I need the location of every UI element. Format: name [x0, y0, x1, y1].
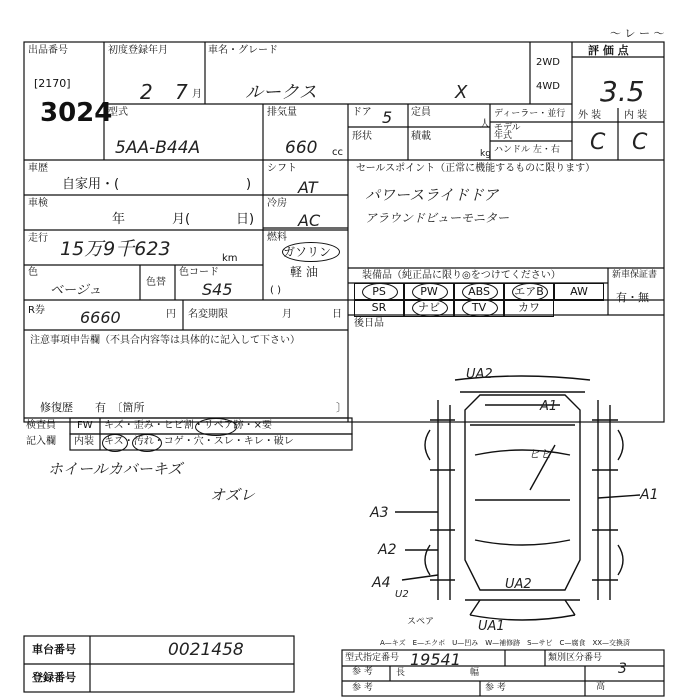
rating-label: 評 価 点	[588, 44, 629, 57]
mark-a1-right: A1	[640, 487, 659, 503]
warranty-label: 新車保証書	[612, 270, 658, 280]
recycle-unit: 円	[166, 309, 176, 320]
fuel-label: 燃料	[267, 232, 287, 243]
reg-year: 2	[140, 80, 153, 104]
height-label: 高	[596, 682, 606, 692]
rating-interior-label: 内 装	[624, 110, 648, 121]
rating-exterior-label: 外 装	[578, 110, 602, 121]
dealer-type: ディーラー・並行	[494, 109, 566, 119]
equip-blank	[554, 299, 604, 301]
recycle-value: 6660	[80, 308, 121, 327]
model-grade: X	[455, 82, 468, 103]
drive-4wd: 4WD	[536, 81, 560, 92]
sales-label: セールスポイント（正常に機能するものに限ります）	[356, 163, 596, 174]
model-label: 車名・グレード	[208, 45, 278, 56]
mark-ua1: UA1	[478, 619, 505, 634]
mark-a3: A3	[370, 505, 389, 521]
type-value: 5AA-B44A	[115, 138, 201, 158]
handwriting-line2: オズレ	[210, 486, 255, 504]
unit-ref: 参 考	[485, 683, 506, 693]
fuel-light-oil: 軽 油	[290, 265, 318, 279]
mileage-value: 15万9千623	[60, 238, 171, 260]
equip-sr: SR	[354, 299, 404, 317]
mark-ua2-top: UA2	[466, 367, 493, 382]
equip-abs: ABS	[454, 283, 504, 301]
color-label: 色	[28, 267, 38, 278]
handle-side: ハンドル 左・右	[494, 145, 560, 155]
reg-label: 初度登録年月	[108, 45, 168, 56]
rating-score: 3.5	[600, 75, 645, 108]
chassis-value: 0021458	[168, 640, 244, 660]
color-num-label: 色替	[146, 277, 166, 288]
drive-2wd: 2WD	[536, 57, 560, 68]
equip-pw: PW	[404, 283, 454, 301]
inspector-fw: FW	[77, 420, 93, 431]
equip-tv-circle	[462, 299, 498, 317]
type-spec-ref: 参 考	[352, 667, 373, 677]
door-label: ドア	[352, 107, 372, 118]
class-value: 3	[618, 661, 627, 677]
type-spec-value: 19541	[410, 650, 461, 669]
rating-exterior: C	[590, 130, 606, 155]
inspector-label-1: 検査員	[26, 420, 56, 431]
fuel-circle	[282, 242, 340, 262]
color-code-value: S45	[202, 280, 233, 299]
after-day-label: 後日品	[354, 318, 384, 329]
equip-leather: カワ	[504, 299, 554, 317]
inspection-year: 年	[112, 212, 126, 227]
inspector-row2: キズ・汚れ・コゲ・穴・スレ・キレ・破レ	[104, 436, 294, 447]
inspector-dirt-circle	[132, 434, 162, 452]
mark-crack: ヒビ	[528, 447, 553, 461]
history-value: 自家用・(	[62, 177, 120, 192]
inspector-label-2: 記入欄	[26, 436, 56, 447]
history-close: )	[246, 177, 252, 192]
type-spec-label: 型式指定番号	[345, 653, 400, 663]
equip-aw: AW	[554, 283, 604, 301]
rating-interior: C	[632, 130, 648, 155]
type-label: 型式	[108, 107, 128, 118]
equip-tv: TV	[454, 299, 504, 317]
recycle-label: R券	[28, 305, 45, 316]
repair-history: 修復歴 有 〔箇所	[40, 401, 145, 414]
color-value: ベージュ	[50, 283, 102, 298]
equip-airbag: エアB	[504, 283, 554, 301]
sales-line1: パワースライドドア	[365, 186, 499, 204]
spare-label: スペア	[407, 617, 435, 627]
equip-airbag-circle	[512, 283, 548, 301]
load-label: 積載	[411, 131, 431, 142]
reg-month-unit: 月	[192, 89, 202, 100]
inspector-crack-circle	[195, 418, 237, 436]
fuel-gasoline: ガソリン	[283, 245, 332, 259]
displacement-value: 660	[285, 138, 318, 158]
legend-line-1: A—キズ E—エクボ U—凹み W—補修跡 S—サビ C—腐食 XX—交換済	[380, 639, 631, 647]
displacement-unit: cc	[332, 147, 343, 158]
equip-ps: PS	[354, 283, 404, 301]
mark-ua2-rear: UA2	[505, 577, 532, 592]
inspection-label: 車検	[28, 198, 48, 209]
corner-mark: 〜 レ ー 〜	[610, 27, 665, 40]
shift-label: シフト	[267, 163, 297, 174]
inspection-month: 月(	[172, 212, 191, 227]
ac-label: 冷房	[267, 198, 287, 209]
inspector-inside: 内装	[74, 436, 94, 447]
warranty-value: 有・無	[616, 291, 649, 304]
inspection-day: 日)	[236, 212, 255, 227]
mileage-unit: km	[222, 253, 238, 264]
model-year-2: 年式	[494, 131, 513, 141]
handwriting-line1: ホイールカバーキズ	[48, 460, 183, 478]
mark-u2: U2	[395, 589, 409, 600]
notes-label: 注意事項申告欄（不具合内容等は具体的に記入して下さい）	[30, 335, 300, 346]
model-name: ルークス	[245, 82, 317, 103]
lot-sub: [2170]	[34, 77, 71, 90]
mark-a2: A2	[378, 542, 397, 558]
chassis-label: 車台番号	[32, 643, 76, 656]
shift-value: AT	[298, 178, 318, 197]
width-label: 幅	[470, 668, 480, 678]
mileage-label: 走行	[28, 233, 48, 244]
lot-label: 出品番号	[28, 45, 68, 56]
sales-line2: アラウンドビューモニター	[365, 211, 510, 225]
name-change-day: 日	[332, 309, 342, 320]
equip-navi: ナビ	[404, 299, 454, 317]
color-code-label: 色コード	[179, 267, 219, 278]
name-change-month: 月	[282, 309, 292, 320]
mark-a4: A4	[372, 575, 391, 591]
class-label: 類別区分番号	[548, 653, 603, 663]
length-label: 長	[396, 668, 406, 678]
equip-navi-circle	[412, 299, 448, 317]
name-change-label: 名変期限	[188, 309, 228, 320]
registration-label: 登録番号	[32, 671, 76, 684]
equip-ps-circle	[362, 283, 398, 301]
reg-month: 7	[175, 80, 188, 104]
fuel-paren: ( )	[270, 285, 281, 296]
ac-value: AC	[298, 211, 321, 230]
shape-label: 形状	[352, 131, 372, 142]
mark-a1-roof: A1	[540, 399, 558, 414]
history-label: 車歴	[28, 163, 48, 174]
lot-number: 3024	[40, 98, 113, 128]
capacity-label: 定員	[411, 107, 431, 118]
displacement-label: 排気量	[267, 107, 297, 118]
dim-ref: 参 考	[352, 683, 373, 693]
door-value: 5	[382, 108, 393, 127]
capacity-unit: 人	[480, 119, 490, 130]
equipment-label: 装備品（純正品に限り◎をつけてください）	[362, 270, 561, 281]
inspector-row1: キズ・歪み・ヒビ割・リペア跡・×要	[104, 420, 272, 431]
repair-history-close: 〕	[336, 401, 347, 414]
load-unit: kg	[480, 149, 491, 159]
inspector-scratch-circle	[102, 434, 128, 452]
model-year-1: モデル	[494, 123, 521, 133]
